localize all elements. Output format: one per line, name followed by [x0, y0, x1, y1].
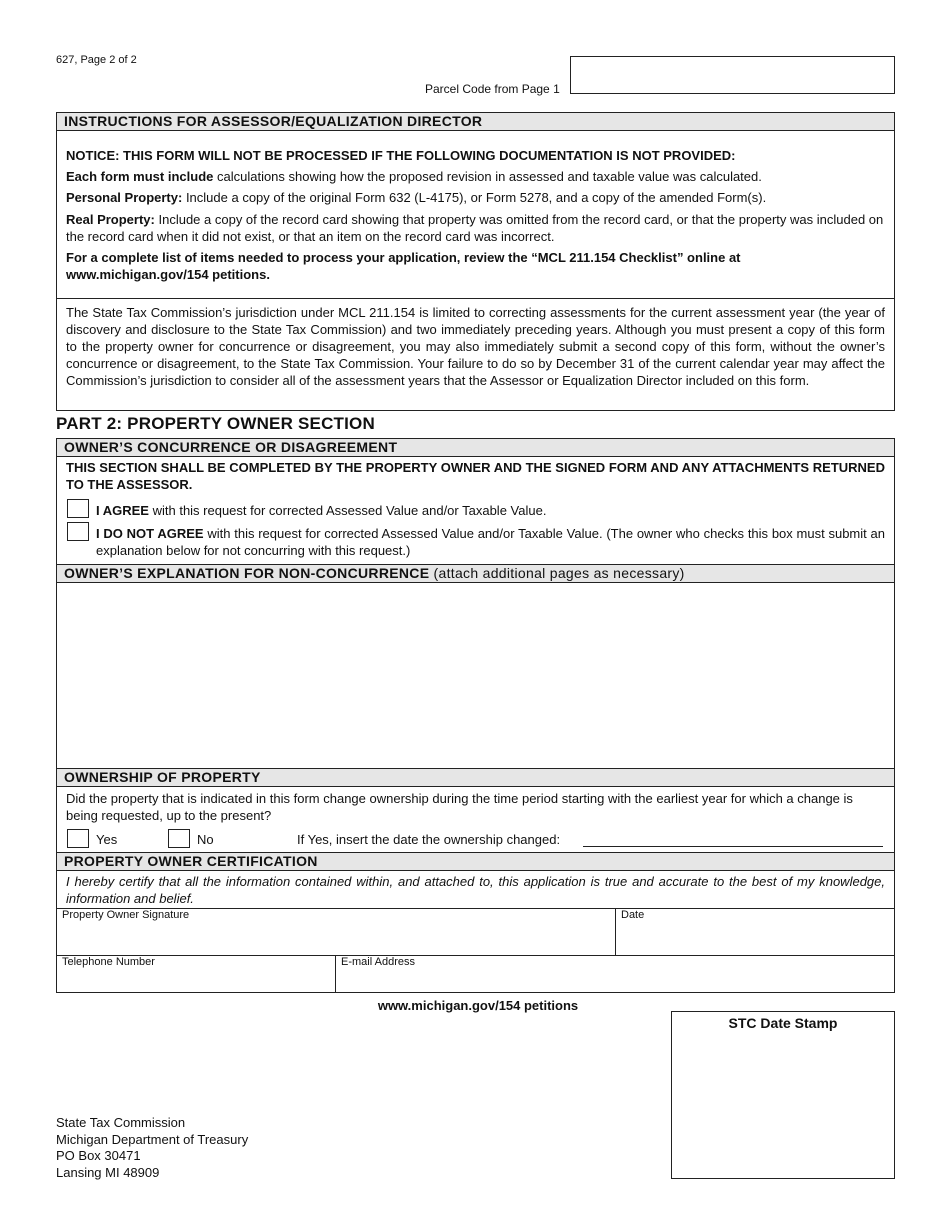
- disagree-bold: I DO NOT AGREE: [96, 526, 204, 541]
- agree-bold: I AGREE: [96, 503, 149, 518]
- ownership-question: Did the property that is indicated in this form change ownership during the time period starting with the earliest year for which a change is being requested, up to the present?: [66, 791, 853, 823]
- real-bold: Real Property:: [66, 212, 155, 227]
- footer-address: [56, 1115, 248, 1181]
- signature-label: Property Owner Signature: [62, 909, 190, 921]
- certification-text: I hereby certify that all the information contained within, and attached to, this application is true and accurate to the best of my knowledge, information and belief.: [66, 874, 885, 906]
- telephone-label: Telephone Number: [62, 956, 155, 968]
- ownership-date-label: If Yes, insert the date the ownership changed:: [297, 832, 561, 847]
- each-form-text: calculations showing how the proposed revision in assessed and taxable value was calculated.: [213, 169, 762, 184]
- real-text: Include a copy of the record card showing that property was omitted from the record card, or that the property was included on the record card when it did not exist, or that an item on the record card was incorrect.: [66, 212, 884, 244]
- disagree-checkbox[interactable]: [67, 522, 89, 541]
- part2-title: PART 2: PROPERTY OWNER SECTION: [56, 414, 375, 433]
- explanation-textarea[interactable]: [56, 582, 895, 769]
- instructions-each-form: [66, 168, 886, 185]
- footer-website: www.michigan.gov/154 petitions: [377, 998, 579, 1013]
- email-label: E-mail Address: [341, 956, 415, 968]
- agree-checkbox[interactable]: [67, 499, 89, 518]
- ownership-yes-label: Yes: [96, 832, 118, 847]
- explanation-title: OWNER’S EXPLANATION FOR NON-CONCURRENCE: [64, 565, 430, 581]
- disagree-text: with this request for corrected Assessed Value and/or Taxable Value. (The owner who checks this box must submit an explanation below for not concurring with this request.): [96, 526, 885, 558]
- ownership-yes-checkbox[interactable]: [67, 829, 89, 848]
- parcel-code-field[interactable]: [570, 56, 895, 94]
- ownership-date-field[interactable]: [583, 846, 883, 847]
- form-page-number: 627, Page 2 of 2: [56, 54, 137, 66]
- address-line: Michigan Department of Treasury: [56, 1131, 249, 1147]
- date-field[interactable]: [615, 908, 895, 956]
- instructions-personal-property: [66, 189, 886, 206]
- ownership-no-label: No: [197, 832, 214, 847]
- instructions-header: INSTRUCTIONS FOR ASSESSOR/EQUALIZATION DIRECTOR: [56, 112, 895, 131]
- concurrence-header: OWNER’S CONCURRENCE OR DISAGREEMENT: [56, 438, 895, 457]
- instructions-notice: NOTICE: THIS FORM WILL NOT BE PROCESSED IF THE FOLLOWING DOCUMENTATION IS NOT PROVIDED:: [66, 148, 736, 163]
- personal-text: Include a copy of the original Form 632 (L-4175), or Form 5278, and a copy of the amended Form(s).: [182, 190, 767, 205]
- disagree-statement: [96, 525, 885, 559]
- explanation-header: [56, 564, 895, 583]
- instructions-complete-list: For a complete list of items needed to process your application, review the “MCL 211.154 Checklist” online at www.michigan.gov/154 petitions.: [66, 250, 741, 282]
- address-line: PO Box 30471: [56, 1148, 141, 1163]
- address-line: Lansing MI 48909: [56, 1164, 160, 1180]
- stc-date-stamp-box: [671, 1011, 895, 1179]
- jurisdiction-text: The State Tax Commission’s jurisdiction under MCL 211.154 is limited to correcting assessments for the current assessment year (the year of discovery and disclosure to the State Tax Commission) and two immediately preceding years. Although you must present a copy of this form to the property owner for concurrence or disagreement, you may also immediately submit a second copy of this form, without the owner’s concurrence or disagreement, to the State Tax Commission. Your failure to do so by December 31 of the current calendar year may affect the Commission’s jurisdiction to consider all of the assessment years that the Assessor or Equalization Director included on this form.: [66, 305, 885, 388]
- ownership-header: OWNERSHIP OF PROPERTY: [56, 768, 895, 787]
- ownership-no-checkbox[interactable]: [168, 829, 190, 848]
- concurrence-instruction: THIS SECTION SHALL BE COMPLETED BY THE PROPERTY OWNER AND THE SIGNED FORM AND ANY ATTACHMENTS RETURNED TO THE ASSESSOR.: [66, 460, 885, 492]
- agree-statement: [96, 502, 886, 519]
- parcel-code-label: Parcel Code from Page 1: [425, 82, 560, 96]
- date-label: Date: [621, 909, 645, 921]
- explanation-note: (attach additional pages as necessary): [429, 565, 685, 581]
- personal-bold: Personal Property:: [66, 190, 183, 205]
- address-line: State Tax Commission: [56, 1115, 186, 1130]
- email-field[interactable]: [335, 955, 895, 993]
- each-form-bold: Each form must include: [66, 169, 214, 184]
- certification-header: PROPERTY OWNER CERTIFICATION: [56, 852, 895, 871]
- instructions-real-property: [66, 211, 886, 245]
- stc-date-stamp-title: STC Date Stamp: [728, 1015, 838, 1031]
- agree-text: with this request for corrected Assessed Value and/or Taxable Value.: [148, 503, 547, 518]
